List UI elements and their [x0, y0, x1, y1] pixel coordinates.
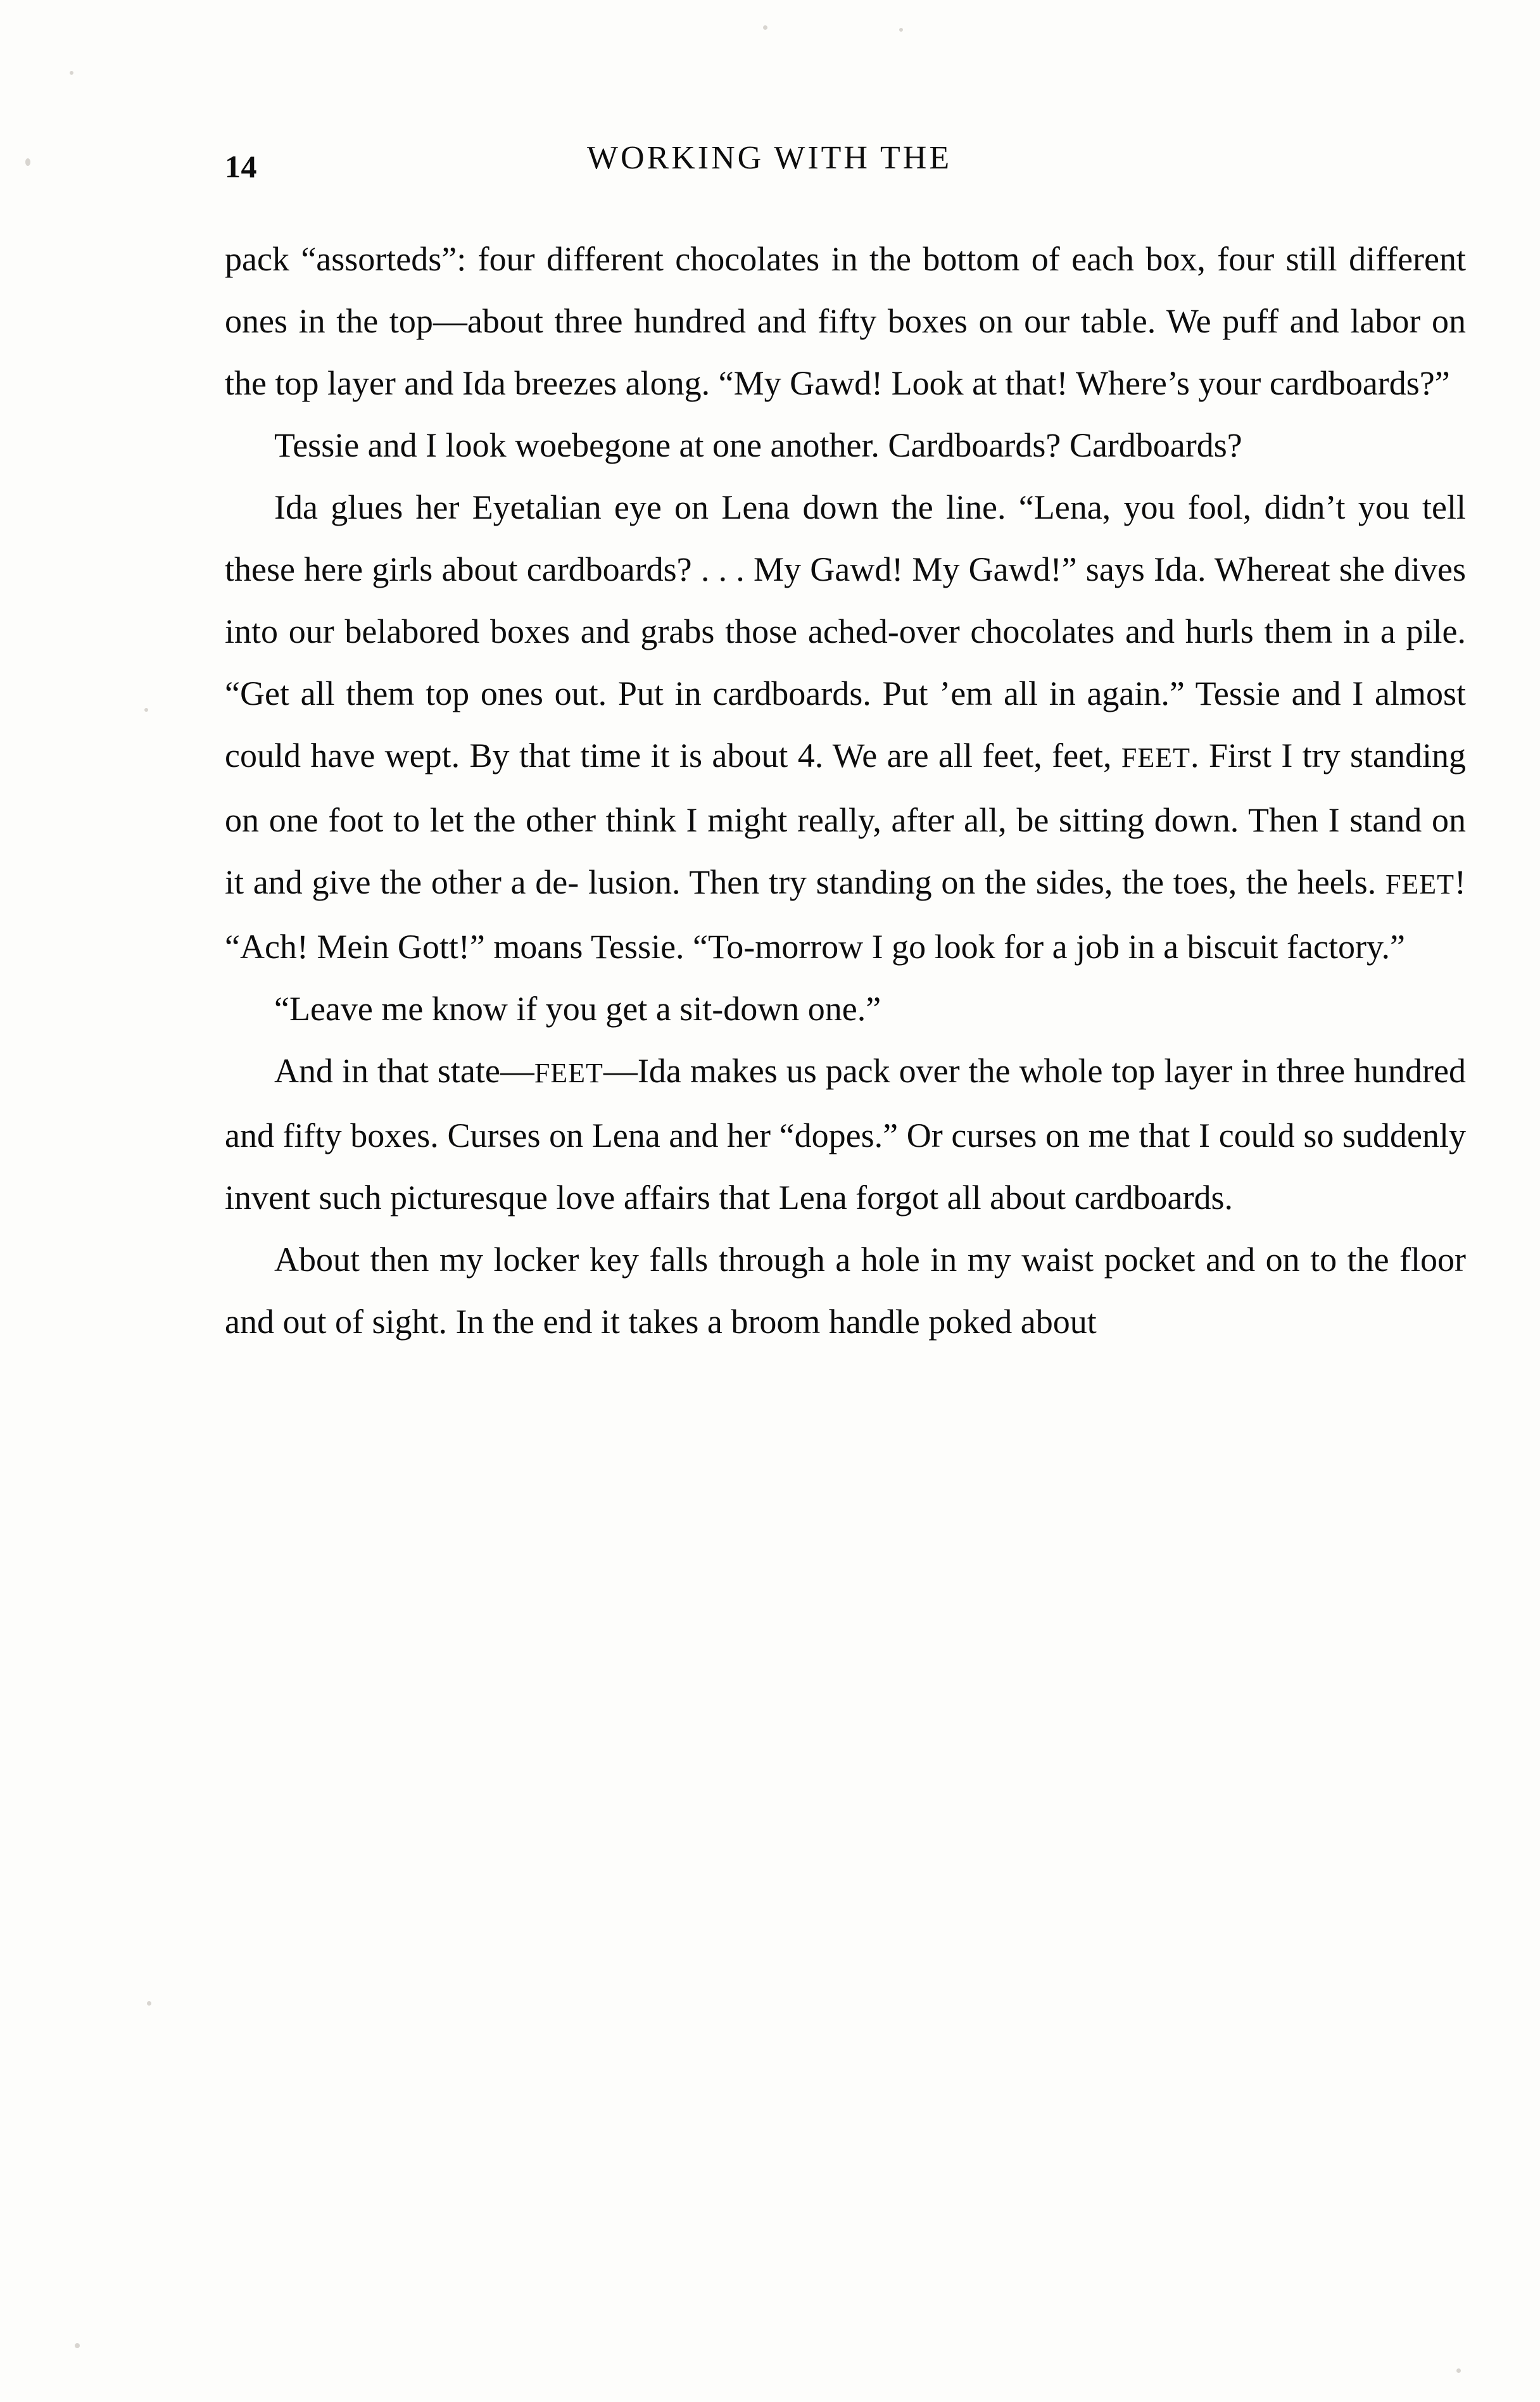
line-text: ! “Ach! Mein Gott!” moans Tessie.: [225, 863, 1467, 966]
line: Cardboards? Cardboards?: [888, 426, 1242, 464]
small-caps-feet: FEET: [1385, 869, 1455, 900]
paragraph-6: [225, 1229, 1466, 1353]
line: “Leave me know if you get a sit-down one.”: [274, 990, 881, 1028]
line-text: feet, feet,: [982, 736, 1121, 774]
line: Tessie and I look woebegone at one another.: [274, 426, 880, 464]
line-text: heels.: [1297, 863, 1385, 901]
line: Whereat she dives into our belabored boxes and grabs: [225, 550, 1467, 650]
small-caps-feet: FEET: [534, 1058, 603, 1089]
line: Put ’em all in again.” Tessie and I almost could: [225, 674, 1466, 774]
line-with-small-caps: [274, 1052, 960, 1090]
line: that I could so suddenly invent such picturesque love: [225, 1116, 1467, 1217]
scan-speck: [70, 71, 73, 75]
paragraph-3: [225, 476, 1466, 978]
line: In the end it takes a broom handle poked about: [455, 1303, 1097, 1341]
line: breezes along. “My Gawd! Look at that! Where’s: [514, 364, 1190, 402]
small-caps-feet: FEET: [1121, 742, 1191, 773]
line: let the other think I might really, after all, be sitting: [429, 801, 1145, 839]
scan-speck: [899, 28, 903, 32]
scan-speck: [147, 2001, 151, 2006]
paragraph-2: [225, 414, 1466, 476]
line: cardboards? . . . My Gawd! My Gawd!” says Ida.: [526, 550, 1206, 588]
scan-speck: [763, 25, 767, 30]
line: my waist pocket and on to the floor and out of sight.: [225, 1241, 1466, 1341]
paragraph-5: [225, 1040, 1466, 1229]
line-text: And in that state—: [274, 1052, 534, 1090]
scan-speck: [75, 2343, 80, 2348]
line: have wept. By that time it is about 4. We are all: [310, 736, 973, 774]
line: table. We puff and labor on the top layer and Ida: [225, 302, 1467, 402]
page-header: [225, 139, 1314, 190]
line: “Lena, you fool, didn’t you tell these here girls about: [225, 488, 1466, 588]
line: affairs that Lena forgot all about cardboards.: [623, 1179, 1233, 1217]
line: lusion. Then try standing on the sides, the toes, the: [588, 863, 1288, 901]
line-text: . First I try standing on one foot to: [225, 736, 1467, 839]
line: Ida glues her Eyetalian eye on Lena down the line.: [274, 488, 1006, 526]
running-head: WORKING WITH THE: [586, 140, 952, 176]
line: those ached-over chocolates and hurls them in a pile.: [725, 612, 1467, 650]
line: pack “assorteds”: four different chocolates in the: [225, 240, 911, 278]
line: Curses on Lena and her “dopes.” Or curses on me: [447, 1116, 1130, 1154]
line: About then my locker key falls through a hole in: [274, 1241, 957, 1279]
line: “Get all them top ones out. Put in cardboards.: [225, 674, 871, 712]
line: bottom of each box, four still different ones in the: [225, 240, 1466, 340]
line: the whole top layer in three hundred and fifty boxes.: [225, 1052, 1467, 1154]
body-text-column: [225, 228, 1466, 1353]
scan-speck: [25, 158, 30, 166]
paragraph-4: [225, 978, 1466, 1040]
line-text: —Ida makes us pack over: [603, 1052, 960, 1090]
page-number: 14: [225, 149, 257, 184]
scan-speck: [1456, 2368, 1461, 2373]
line: down. Then I stand on it and give the other a de-: [225, 801, 1467, 901]
scan-speck: [144, 708, 148, 712]
line: “To-morrow I go look for a job in a biscuit factory.”: [693, 928, 1405, 966]
line: top—about three hundred and fifty boxes on our: [389, 302, 1070, 340]
line: your cardboards?”: [1198, 364, 1450, 402]
paragraph-1: [225, 228, 1466, 414]
